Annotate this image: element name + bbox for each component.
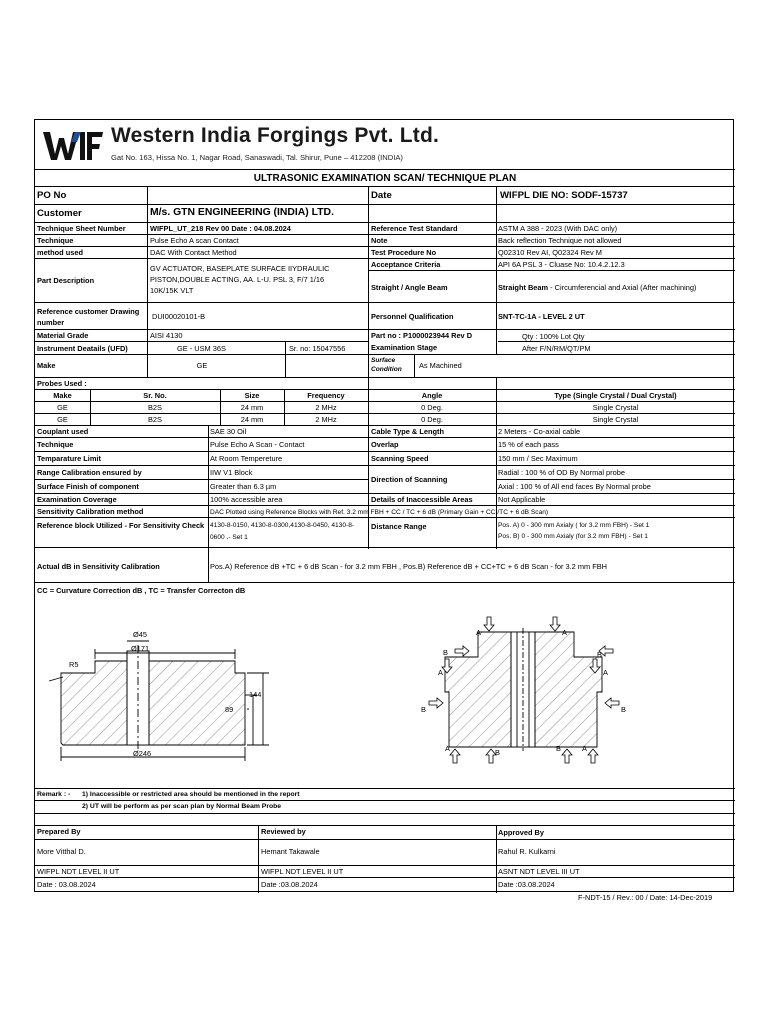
label-a-5: A bbox=[445, 744, 450, 753]
label-a-4: A bbox=[603, 668, 608, 677]
probe-2-type: Single Crystal bbox=[592, 415, 639, 424]
ref-drawing-label: Reference customer Drawing number bbox=[37, 307, 140, 327]
dim-bore: Ø45 bbox=[133, 630, 147, 639]
overlap-label: Overlap bbox=[371, 440, 399, 449]
part-desc-label: Part Description bbox=[37, 276, 95, 285]
actual-db-value: Pos.A) Reference dB +TC + 6 dB Scan - for 3.2 mm FBH , Pos.B) Reference dB + CC+TC + 6 dB Scan - for 3.2 mm FBH bbox=[210, 562, 607, 571]
probe-header-make: Make bbox=[53, 391, 72, 400]
po-label: PO No bbox=[37, 190, 67, 201]
ref-block-label: Reference block Utilized - For Sensitivity Check bbox=[37, 521, 205, 530]
surface-label: Surface Condition bbox=[371, 357, 402, 373]
customer-label: Customer bbox=[37, 208, 82, 219]
reviewed-name: Hemant Takawale bbox=[261, 847, 320, 856]
speed-label: Scanning Speed bbox=[371, 454, 429, 463]
param-technique-label: Technique bbox=[37, 440, 74, 449]
prepared-name: More Vitthal D. bbox=[37, 847, 86, 856]
remark-line-2: 2) UT will be perform as per scan plan by Normal Beam Probe bbox=[82, 803, 282, 810]
couplant-label: Couplant used bbox=[37, 427, 89, 436]
part-desc-value: GV ACTUATOR, BASEPLATE SURFACE IIYDRAULIC PISTON,DOUBLE ACTING, AA. L-U. PSL 3, F/7 1/16 10K/15K VLT bbox=[150, 264, 330, 295]
distance-b: Pos. B) 0 - 300 mm Axialy (for 3.2 mm FBH) - Set 1 bbox=[498, 533, 648, 540]
serial-value: Sr. no: 15047556 bbox=[289, 344, 346, 353]
straight-value-rest: - Circumferencial and Axial (After machining) bbox=[548, 283, 697, 292]
probe-1-frequency: 2 MHz bbox=[315, 403, 337, 412]
exam-stage-value: After F/N/RM/QT/PM bbox=[522, 344, 591, 353]
form-reference: F-NDT-15 / Rev.: 00 / Date: 14-Dec-2019 bbox=[578, 893, 713, 902]
probe-header-frequency: Frequency bbox=[307, 391, 345, 400]
probe-2-angle: 0 Deg. bbox=[421, 415, 443, 424]
probe-1-angle: 0 Deg. bbox=[421, 403, 443, 412]
range-cal-value: IIW V1 Block bbox=[210, 468, 253, 477]
make-value: GE bbox=[196, 361, 208, 370]
cable-value: 2 Meters - Co-axial cable bbox=[498, 427, 581, 436]
technique-sheet-label: Technique Sheet Number bbox=[37, 224, 126, 233]
label-b-3: B bbox=[421, 705, 426, 714]
probe-1-type: Single Crystal bbox=[592, 403, 639, 412]
label-b-2: B bbox=[597, 650, 602, 659]
reviewed-label: Reviewed by bbox=[261, 827, 306, 836]
personnel-label: Personnel Qualification bbox=[371, 312, 454, 321]
exam-stage-label: Examination Stage bbox=[371, 343, 438, 352]
direction-axial: Axial : 100 % of All end faces By Normal probe bbox=[498, 482, 651, 491]
inaccessible-value: Not Applicable bbox=[498, 495, 546, 504]
straight-label: Straight / Angle Beam bbox=[371, 283, 448, 292]
ref-std-value: ASTM A 388 - 2023 (With DAC only) bbox=[498, 224, 618, 233]
probe-header-srno: Sr. No. bbox=[143, 391, 167, 400]
label-a-6: A bbox=[582, 744, 587, 753]
probe-header-angle: Angle bbox=[421, 391, 443, 400]
reviewed-level: WIFPL NDT LEVEL II UT bbox=[261, 867, 344, 876]
surface-value: As Machined bbox=[419, 361, 462, 370]
date-label: Date bbox=[371, 190, 392, 201]
probe-1-size: 24 mm bbox=[240, 403, 264, 412]
material-value: AISI 4130 bbox=[150, 331, 183, 340]
straight-value-bold: Straight Beam bbox=[498, 283, 549, 292]
approved-label: Approved By bbox=[498, 828, 544, 837]
procedure-label: Test Procedure No bbox=[371, 248, 437, 257]
sens-method-value: DAC Plotted using Reference Blocks with Ref. 3.2 mm FBH + CC / TC + 6 dB (Primary Gain + CC /TC + 6 dB Scan) bbox=[210, 509, 549, 516]
cable-label: Cable Type & Length bbox=[371, 427, 444, 436]
customer-value: M/s. GTN ENGINEERING (INDIA) LTD. bbox=[150, 207, 334, 218]
part-no-label: Part no : P1000023944 Rev D bbox=[371, 331, 473, 340]
probe-1-srno: B2S bbox=[148, 403, 162, 412]
label-b-6: B bbox=[556, 744, 561, 753]
cc-tc-legend: CC = Curvature Correction dB , TC = Transfer Correcton dB bbox=[37, 586, 246, 595]
label-b-1: B bbox=[443, 648, 448, 657]
overlap-value: 15 % of each pass bbox=[498, 440, 559, 449]
die-number: WIFPL DIE NO: SODF-15737 bbox=[500, 190, 628, 201]
surface-finish-value: Greater than 6.3 µm bbox=[210, 482, 277, 491]
sens-method-label: Sensitivity Calibration method bbox=[37, 507, 144, 516]
param-technique-value: Pulse Echo A Scan - Contact bbox=[210, 440, 305, 449]
remark-line-1: 1) Inaccessible or restricted area should be mentioned in the report bbox=[82, 791, 300, 798]
ref-std-label: Reference Test Standard bbox=[371, 224, 458, 233]
approved-name: Rahul R. Kulkarni bbox=[498, 847, 556, 856]
speed-value: 150 mm / Sec Maximum bbox=[498, 454, 578, 463]
acceptance-label: Acceptance Criteria bbox=[371, 260, 441, 269]
dim-base: Ø246 bbox=[133, 749, 152, 758]
remark-label: Remark : - bbox=[37, 791, 71, 798]
label-b-5: B bbox=[495, 748, 500, 757]
distance-label: Distance Range bbox=[371, 522, 427, 531]
dim-r: R5 bbox=[69, 660, 79, 669]
coverage-label: Examination Coverage bbox=[37, 495, 117, 504]
procedure-value: Q02310 Rev AI, Q02324 Rev M bbox=[498, 248, 602, 257]
note-value: Back reflection Technique not allowed bbox=[498, 236, 622, 245]
coverage-value: 100% accessible area bbox=[210, 495, 283, 504]
form-title: ULTRASONIC EXAMINATION SCAN/ TECHNIQUE PLAN bbox=[253, 173, 517, 184]
make-label: Make bbox=[37, 361, 56, 370]
instrument-label: Instrument Deatails (UFD) bbox=[37, 344, 128, 353]
technique-sheet-value: WIFPL_UT_218 Rev 00 Date : 04.08.2024 bbox=[150, 224, 291, 233]
technique-value: Pulse Echo A scan Contact bbox=[150, 236, 239, 245]
approved-date: Date :03.08.2024 bbox=[498, 880, 555, 889]
range-cal-label: Range Calibration ensured by bbox=[37, 468, 142, 477]
probe-2-size: 24 mm bbox=[240, 415, 264, 424]
probe-header-size: Size bbox=[244, 391, 260, 400]
probes-label: Probes Used : bbox=[37, 379, 87, 388]
probe-header-type: Type (Single Crystal / Dual Crystal) bbox=[554, 391, 677, 400]
prepared-date: Date : 03.08.2024 bbox=[37, 880, 96, 889]
label-a-3: A bbox=[438, 668, 443, 677]
dim-od: Ø171 bbox=[131, 644, 150, 653]
probe-2-frequency: 2 MHz bbox=[315, 415, 337, 424]
reviewed-date: Date :03.08.2024 bbox=[261, 880, 318, 889]
ref-block-value: 4130-8-0150, 4130-8-0300,4130-8-0450, 4130-8-0600 .- Set 1 bbox=[210, 522, 355, 541]
distance-a: Pos. A) 0 - 300 mm Axialy ( for 3.2 mm FBH) - Set 1 bbox=[498, 522, 650, 529]
prepared-level: WIFPL NDT LEVEL II UT bbox=[37, 867, 120, 876]
couplant-value: SAE 30 Oil bbox=[210, 427, 247, 436]
technique-sheet bbox=[34, 119, 734, 892]
note-label: Note bbox=[371, 236, 388, 245]
personnel-value: SNT-TC-1A - LEVEL 2 UT bbox=[498, 312, 585, 321]
temp-label: Temparature Limit bbox=[37, 454, 101, 463]
approved-level: ASNT NDT LEVEL III UT bbox=[498, 867, 580, 876]
technique-label: Technique bbox=[37, 236, 74, 245]
direction-label: Direction of Scanning bbox=[371, 475, 448, 484]
acceptance-value: API 6A PSL 3 - Cluase No: 10.4.2.12.3 bbox=[498, 260, 625, 269]
company-name: Western India Forgings Pvt. Ltd. bbox=[111, 124, 440, 147]
surface-finish-label: Surface Finish of component bbox=[37, 482, 139, 491]
label-a-2: A bbox=[562, 628, 567, 637]
label-b-4: B bbox=[621, 705, 626, 714]
instrument-value: GE - USM 36S bbox=[177, 344, 226, 353]
dim-h1: 144 bbox=[249, 690, 262, 699]
ref-drawing-value: DUI00020101-B bbox=[152, 312, 206, 321]
probe-2-make: GE bbox=[57, 415, 68, 424]
method-value: DAC With Contact Method bbox=[150, 248, 237, 257]
prepared-label: Prepared By bbox=[37, 827, 81, 836]
actual-db-label: Actual dB in Sensitivity Calibration bbox=[37, 562, 160, 571]
temp-value: At Room Tempereture bbox=[210, 454, 283, 463]
material-label: Material Grade bbox=[37, 331, 89, 340]
inaccessible-label: Details of Inaccessible Areas bbox=[371, 495, 473, 504]
method-label: method used bbox=[37, 248, 83, 257]
probe-1-make: GE bbox=[57, 403, 68, 412]
probe-2-srno: B2S bbox=[148, 415, 162, 424]
company-address: Gat No. 163, Hissa No. 1, Nagar Road, Sanaswadi, Tal. Shirur, Pune – 412208 (INDIA) bbox=[111, 153, 403, 162]
direction-radial: Radial : 100 % of OD By Normal probe bbox=[498, 468, 625, 477]
qty-value: Qty : 100% Lot Qty bbox=[522, 332, 585, 341]
dim-h2: 89 bbox=[225, 705, 234, 714]
wif-logo bbox=[41, 128, 105, 164]
label-a-1: A bbox=[476, 628, 481, 637]
straight-value bbox=[498, 283, 696, 292]
